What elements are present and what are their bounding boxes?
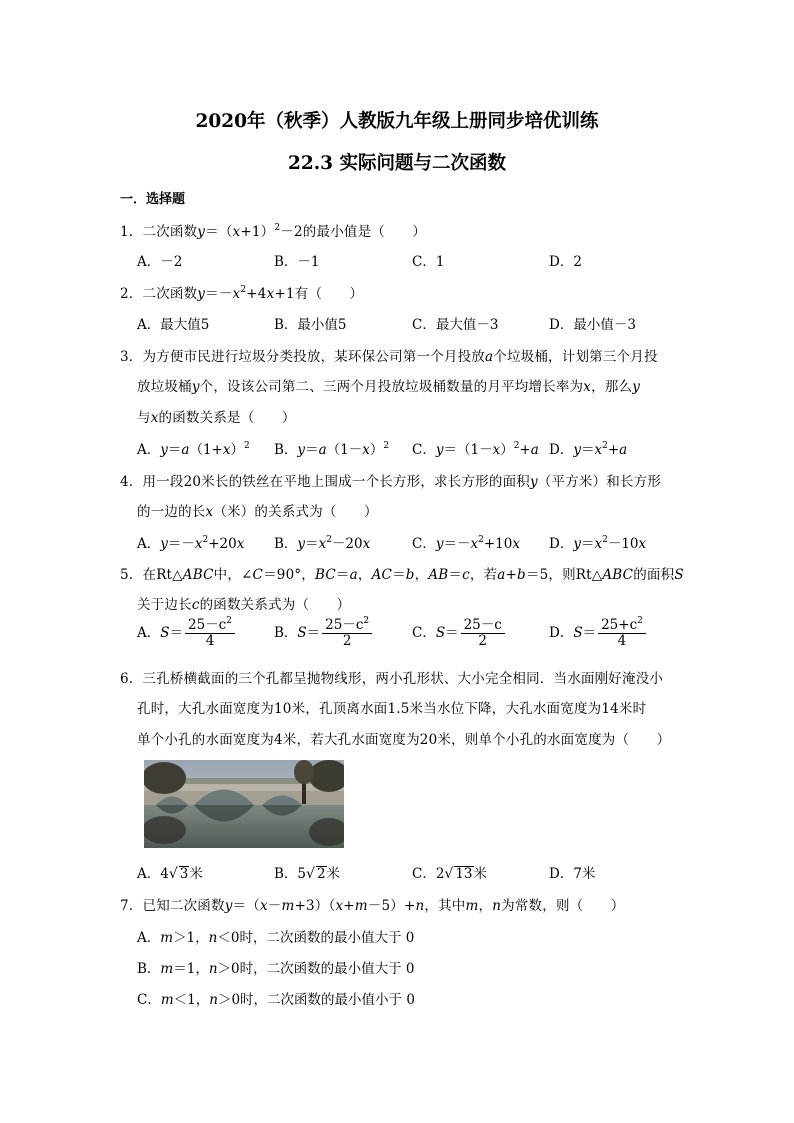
q7-option-c: C．m＜1，n＞0时，二次函数的最小值小于 0	[137, 992, 415, 1008]
q1-option-d: D．2	[549, 254, 582, 270]
question-6-line-1: 6．三孔桥横截面的三个孔都呈抛物线形，两小孔形状、大小完全相同．当水面刚好淹没小	[120, 671, 664, 687]
q2-option-c: C．最大值－3	[412, 317, 499, 333]
section-heading: 一．选择题	[120, 192, 186, 207]
bridge-photo	[144, 760, 344, 848]
question-2: 2．二次函数$y=-x^2+4x+1$有（ ）	[120, 285, 364, 302]
question-3-line-1: 3．为方便市民进行垃圾分类投放，某环保公司第一个月投放a个垃圾桶，计划第三个月投	[120, 349, 658, 365]
q4-option-d: D．$y=x^2-10x$	[549, 535, 647, 552]
q6-option-b: B．5√ 2米	[274, 866, 341, 882]
question-5-line-2: 关于边长c的函数关系式为（ ）	[137, 597, 351, 613]
q4-option-c: C．$y=-x^2+10x$	[412, 535, 520, 552]
document-title: 2020年（秋季）人教版九年级上册同步培优训练	[195, 111, 599, 132]
question-7: 7．已知二次函数y＝（x－m+3）（x+m－5）+n，其中m，n为常数，则（ ）	[120, 898, 625, 914]
q3-option-d: D．$y=x^2+a$	[549, 441, 628, 458]
q1-option-a: A．－2	[137, 254, 183, 270]
question-6-line-3: 单个小孔的水面宽度为4米，若大孔水面宽度为20米，则单个小孔的水面宽度为（ ）	[137, 732, 671, 748]
q6-option-c: C．2√ 13米	[412, 866, 488, 882]
q6-option-a: A．4√ 3米	[137, 866, 203, 882]
q2-option-b: B．最小值5	[274, 317, 347, 333]
q7-option-b: B．m＝1，n＞0时，二次函数的最小值大于 0	[137, 961, 415, 977]
q6-option-d: D．7米	[549, 866, 596, 882]
q5-option-d: D．S＝ $\frac{25+c^2}{4}$	[549, 618, 646, 649]
q1-option-c: C．1	[412, 254, 445, 270]
q2-option-d: D．最小值－3	[549, 317, 636, 333]
question-4-line-2: 的一边的长x（米）的关系式为（ ）	[137, 504, 378, 520]
question-3-line-2: 放垃圾桶y个，设该公司第二、三两个月投放垃圾桶数量的月平均增长率为x，那么y	[137, 379, 641, 395]
q1-option-b: B．－1	[274, 254, 320, 270]
q5-option-a: A．S＝ $\frac{25-c^2}{4}$	[137, 618, 235, 649]
q7-option-a: A．m＞1，n＜0时，二次函数的最小值大于 0	[137, 930, 415, 946]
q3-option-c: C．$y=(1-x)^2+a$	[412, 441, 539, 458]
question-3-line-3: 与x的函数关系是（ ）	[137, 410, 296, 426]
question-4-line-1: 4．用一段20米长的铁丝在平地上围成一个长方形，求长方形的面积y（平方米）和长方形	[120, 474, 662, 490]
q2-option-a: A．最大值5	[137, 317, 210, 333]
q5-option-c: C．S＝ $\frac{25-c}{2}$	[412, 618, 505, 649]
question-1: 1．二次函数$y=(x+1)^2-2$的最小值是（ ）	[120, 223, 427, 240]
q4-option-a: A．$y=-x^2+20x$	[137, 535, 245, 552]
question-6-line-2: 孔时，大孔水面宽度为10米，孔顶离水面1.5米当水位下降，大孔水面宽度为14米时	[137, 701, 647, 717]
q4-option-b: B．$y=x^2-20x$	[274, 535, 371, 552]
question-5-line-1: 5．在Rt△ABC中，∠C＝90°，BC＝a，AC＝b，AB＝c，若a+b＝5，则Rt△ABC的面积S	[120, 567, 684, 583]
q3-option-a: A．$y=a(1+x)^2$	[137, 441, 250, 458]
q5-option-b: B．S＝ $\frac{25-c^2}{2}$	[274, 618, 372, 649]
q3-option-b: B．$y=a(1-x)^2$	[274, 441, 390, 458]
document-subtitle: 22.3 实际问题与二次函数	[288, 153, 506, 174]
